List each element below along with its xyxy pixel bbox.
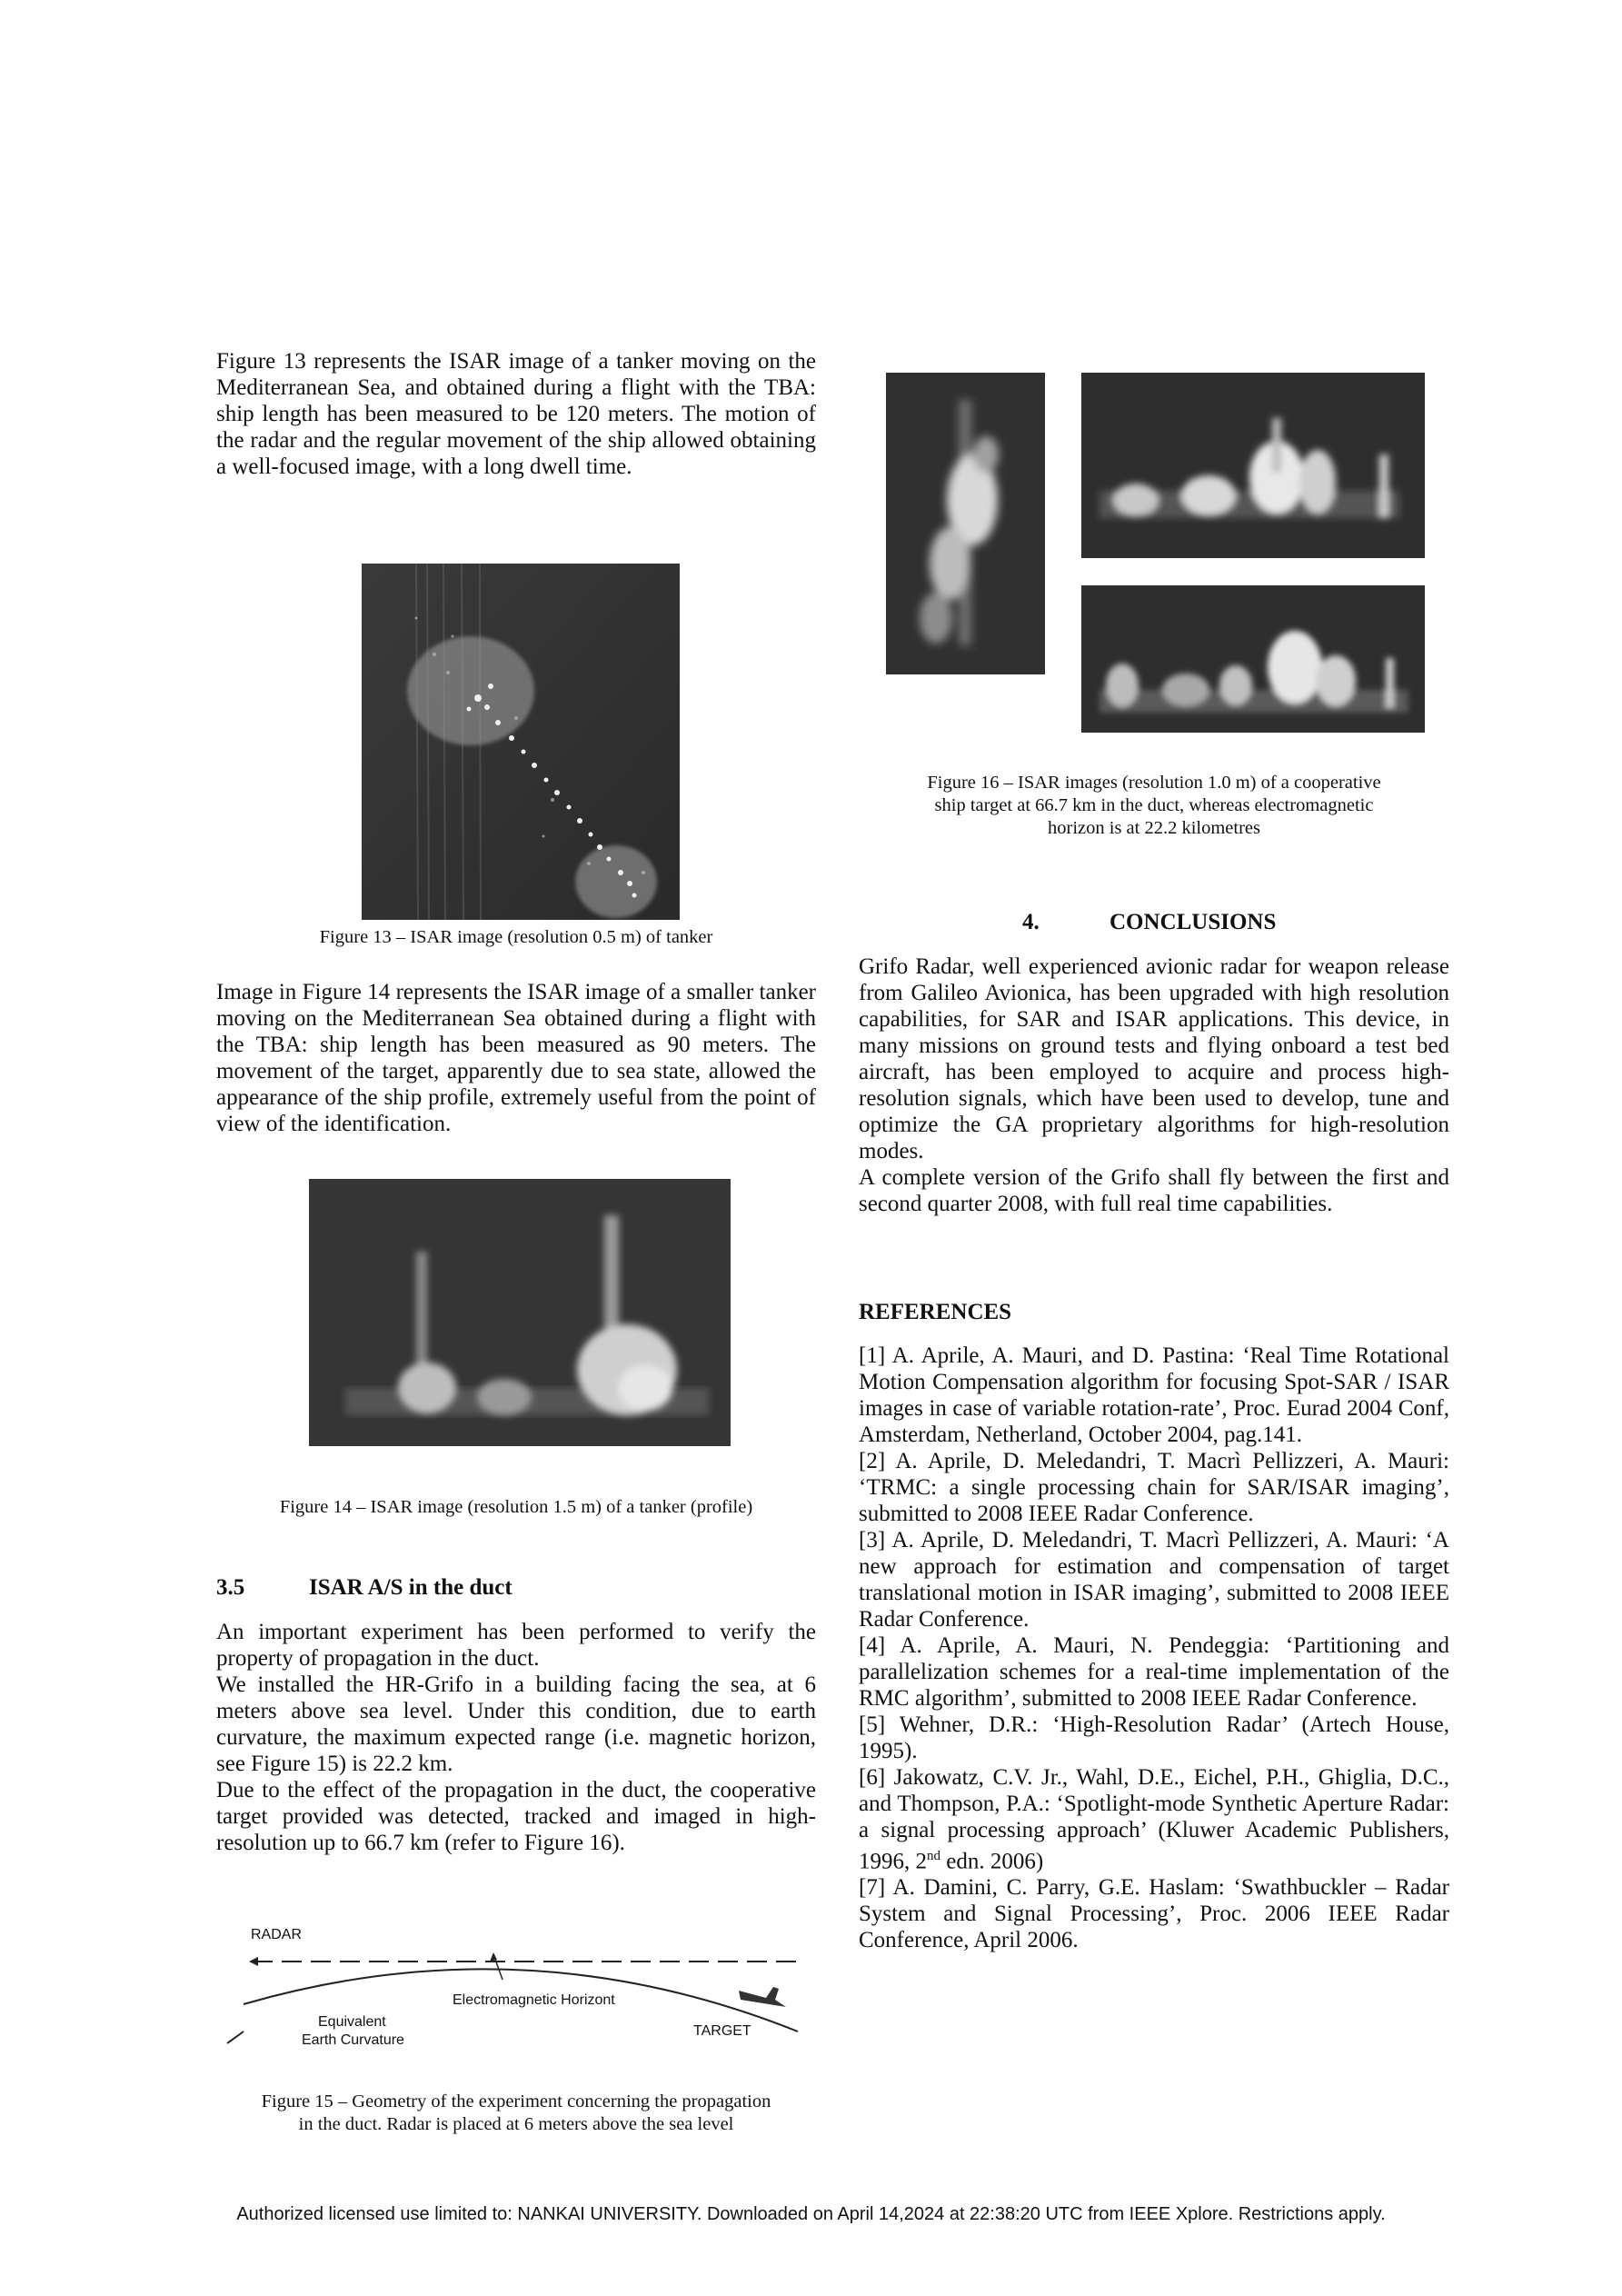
reference-5: [5] Wehner, D.R.: ‘High-Resolution Radar’ (Artech House, 1995). xyxy=(859,1712,1449,1763)
figure-16-caption-line-1: Figure 16 – ISAR images (resolution 1.0 m) of a cooperative xyxy=(927,773,1381,793)
reference-6-main: [6] Jakowatz, C.V. Jr., Wahl, D.E., Eichel, P.H., Ghiglia, D.C., and Thompson, P.A.: ‘Spotlight-mode Synthetic Aperture Radar: a signal processing approach’ (Kluwer Academic Publishers, 1996, 2 xyxy=(859,1765,1449,1874)
conclusions-body xyxy=(859,953,1449,1217)
figure-14-caption: Figure 14 – ISAR image (resolution 1.5 m) of a tanker (profile) xyxy=(279,1497,753,1517)
figure-15-caption-line-2: in the duct. Radar is placed at 6 meters above the sea level xyxy=(298,2114,734,2134)
paragraph-fig14: Image in Figure 14 represents the ISAR image of a smaller tanker moving on the Mediterranean Sea obtained during a flight with the TBA: ship length has been measured as 90 meters. The movement of the target, apparently due to sea state, allowed the appearance of the ship profile, extremely useful from the point of view of the identification. xyxy=(216,980,816,1136)
duct-paragraph-2: We installed the HR-Grifo in a building facing the sea, at 6 meters above sea level. Under this condition, due to earth curvature, the maximum expected range (i.e. magnetic horizon, see Figure 15) is 22.2 km. xyxy=(216,1672,816,1776)
figure-15-caption-line-1: Figure 15 – Geometry of the experiment concerning the propagation xyxy=(261,2091,771,2111)
duct-paragraph-3: Due to the effect of the propagation in the duct, the cooperative target provided was detected, tracked and imaged in high-resolution up to 66.7 km (refer to Figure 16). xyxy=(216,1778,816,1855)
reference-7: [7] A. Damini, C. Parry, G.E. Haslam: ‘Swathbuckler – Radar System and Signal Processing’, Proc. 2006 IEEE Radar Conference, April 2006. xyxy=(859,1875,1449,1953)
figure-16-image-bottom-right xyxy=(1081,585,1425,733)
figure-16-caption xyxy=(859,772,1449,840)
figure-14-image xyxy=(309,1179,731,1446)
reference-2: [2] A. Aprile, D. Meledandri, T. Macrì Pellizzeri, A. Mauri: ‘TRMC: a single processing chain for SAR/ISAR imaging’, submitted to 2008 IEEE Radar Conference. xyxy=(859,1449,1449,1526)
figure-16-caption-line-2: ship target at 66.7 km in the duct, whereas electromagnetic xyxy=(934,795,1374,815)
reference-1: [1] A. Aprile, A. Mauri, and D. Pastina: ‘Real Time Rotational Motion Compensation algorithm for focusing Spot-SAR / ISAR images in case of variable rotation-rate’, Proc. Eurad 2004 Conf, Amsterdam, Netherland, October 2004, pag.141. xyxy=(859,1343,1449,1447)
figure-16-caption-line-3: horizon is at 22.2 kilometres xyxy=(1048,818,1260,838)
conclusions-paragraph-1: Grifo Radar, well experienced avionic radar for weapon release from Galileo Avionica, has been upgraded with high resolution capabilities, for SAR and ISAR applications. This device, in many missions on ground tests and flying onboard a test bed aircraft, has been employed to acquire and process high-resolution signals, which have been used to develop, tune and optimize the GA proprietary algorithms for high-resolution modes. xyxy=(859,954,1449,1163)
label-target: TARGET xyxy=(693,2023,751,2039)
label-radar: RADAR xyxy=(251,1927,303,1942)
paragraph-fig13: Figure 13 represents the ISAR image of a tanker moving on the Mediterranean Sea, and obtained during a flight with the TBA: ship length has been measured to be 120 meters. The motion of the radar and the regular movement of the ship allowed obtaining a well-focused image, with a long dwell time. xyxy=(216,349,816,479)
conclusions-number: 4. xyxy=(1022,910,1040,934)
label-electromagnetic-horizont: Electromagnetic Horizont xyxy=(453,1992,615,2008)
section-title: ISAR A/S in the duct xyxy=(309,1575,512,1600)
reference-3: [3] A. Aprile, D. Meledandri, T. Macrì Pellizzeri, A. Mauri: ‘A new approach for estimation and compensation of target translational motion in ISAR imaging’, submitted to 2008 IEEE Radar Conference. xyxy=(859,1528,1449,1632)
figure-13-image xyxy=(362,564,680,920)
duct-paragraph-1: An important experiment has been performed to verify the property of propagation in the duct. xyxy=(216,1620,816,1671)
figure-13-caption: Figure 13 – ISAR image (resolution 0.5 m) of tanker xyxy=(319,927,713,947)
label-equivalent: Equivalent xyxy=(318,2014,386,2030)
section-duct-body xyxy=(216,1619,816,1856)
license-footer: Authorized licensed use limited to: NANKAI UNIVERSITY. Downloaded on April 14,2024 at 22:38:20 UTC from IEEE Xplore. Restrictions apply. xyxy=(236,2204,1386,2224)
section-number: 3.5 xyxy=(216,1575,245,1600)
reference-6-superscript: nd xyxy=(927,1849,940,1863)
conclusions-paragraph-2: A complete version of the Grifo shall fly between the first and second quarter 2008, with full real time capabilities. xyxy=(859,1165,1449,1216)
figure-16-image-left xyxy=(886,373,1045,674)
reference-4: [4] A. Aprile, A. Mauri, N. Pendeggia: ‘Partitioning and parallelization schemes for a real-time implementation of the RMC algorithm’, submitted to 2008 IEEE Radar Conference. xyxy=(859,1633,1449,1711)
references-list xyxy=(859,1343,1449,1953)
conclusions-title: CONCLUSIONS xyxy=(1110,910,1277,934)
label-earth-curvature: Earth Curvature xyxy=(302,2032,404,2048)
figure-16-image-top-right xyxy=(1081,373,1425,558)
reference-6-tail: edn. 2006) xyxy=(940,1849,1044,1874)
reference-6 xyxy=(859,1764,1449,1874)
figure-15-caption xyxy=(216,2091,816,2136)
figure-15-diagram xyxy=(216,1927,816,2063)
references-title: REFERENCES xyxy=(859,1300,1012,1324)
